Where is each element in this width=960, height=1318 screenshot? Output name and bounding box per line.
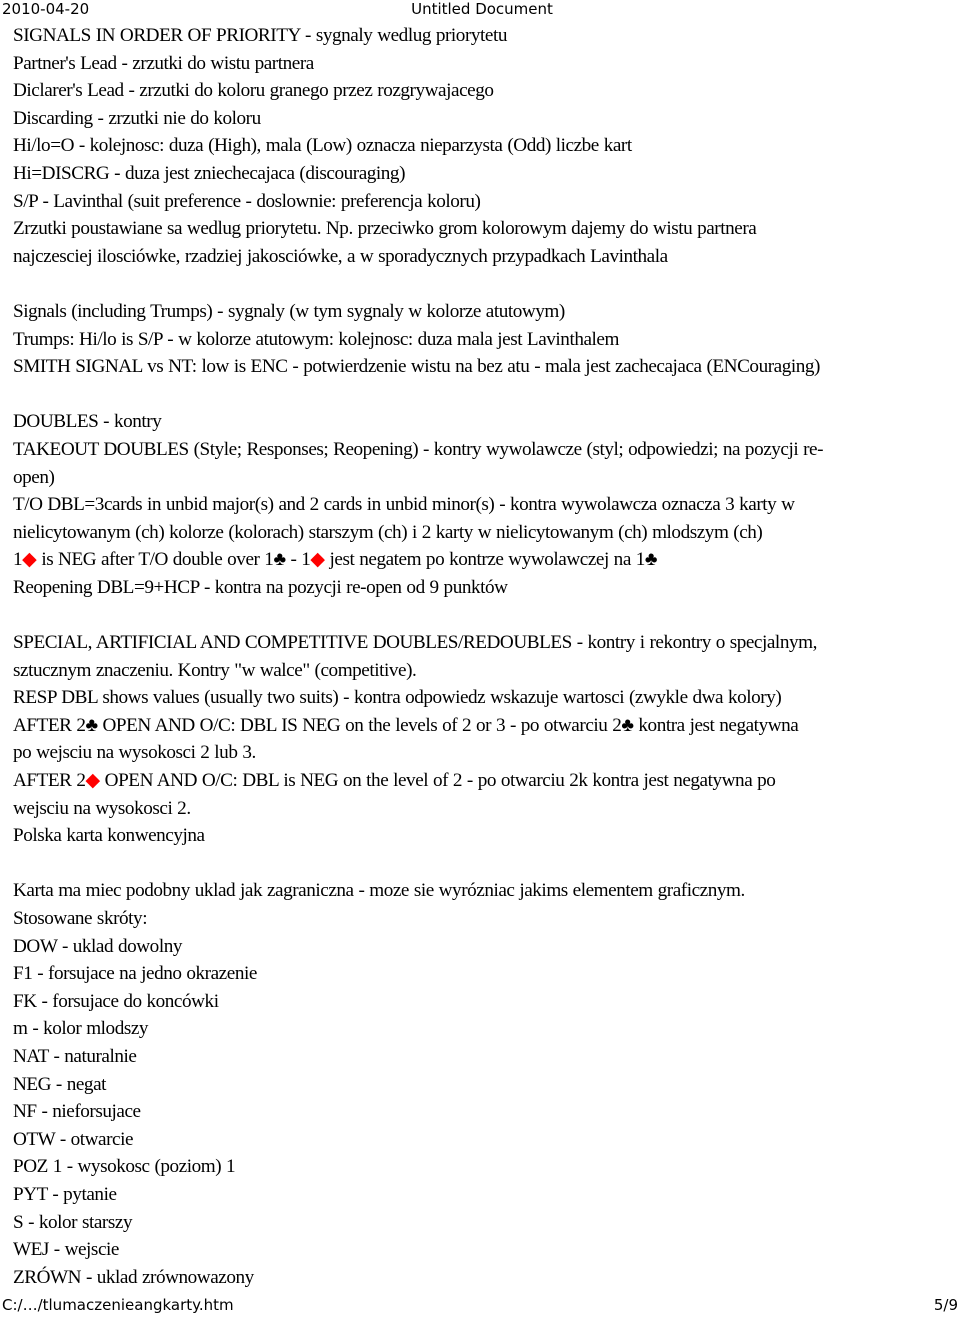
- abbreviation-item: WEJ - wejscie: [13, 1239, 119, 1261]
- text-line: open): [13, 466, 55, 488]
- abbreviation-item: DOW - uklad dowolny: [13, 935, 182, 957]
- abbreviation-item: NF - nieforsujace: [13, 1101, 141, 1123]
- abbreviation-item: S - kolor starszy: [13, 1211, 133, 1233]
- text-line: Trumps: Hi/lo is S/P - w kolorze atutowym: kolejnosc: duza mala jest Lavinthalem: [13, 328, 619, 350]
- text-line: najczesciej ilosciówke, rzadziej jakosciówke, a w sporadycznych przypadkach Lavinthala: [13, 245, 668, 267]
- abbreviation-item: F1 - forsujace na jedno okrazenie: [13, 963, 257, 985]
- abbreviation-item: NAT - naturalnie: [13, 1045, 137, 1067]
- text-line: Karta ma miec podobny uklad jak zagraniczna - moze sie wyrózniac jakims elementem graficznym.: [13, 880, 745, 902]
- text-fragment: - 1: [285, 549, 311, 571]
- text-line: T/O DBL=3cards in unbid major(s) and 2 cards in unbid minor(s) - kontra wywolawcza oznacza 3 karty w: [13, 494, 795, 516]
- text-line: Diclarer's Lead - zrzutki do koloru granego przez rozgrywajacego: [13, 80, 494, 102]
- abbreviation-item: PYT - pytanie: [13, 1183, 117, 1205]
- text-line: sztucznym znaczeniu. Kontry "w walce" (competitive).: [13, 659, 417, 681]
- club-suit-icon: ♣: [273, 549, 286, 571]
- file-path: C:/…/tlumaczenieangkarty.htm: [2, 1296, 234, 1314]
- section-heading-doubles: DOUBLES - kontry: [13, 411, 162, 433]
- club-suit-icon: ♣: [644, 549, 658, 571]
- text-fragment: jest negatem po kontrze wywolawczej na 1: [324, 549, 645, 571]
- text-fragment: 1: [13, 549, 23, 571]
- text-line: Hi/lo=O - kolejnosc: duza (High), mala (Low) oznacza nieparzysta (Odd) liczbe kart: [13, 135, 632, 157]
- text-line-with-suits: [13, 546, 948, 574]
- text-line: Signals (including Trumps) - sygnaly (w tym sygnaly w kolorze atutowym): [13, 300, 565, 322]
- text-line: wejsciu na wysokosci 2.: [13, 797, 191, 819]
- print-footer: [0, 1296, 960, 1316]
- text-line: RESP DBL shows values (usually two suits) - kontra odpowiedz wskazuje wartosci (zwykle dwa kolory): [13, 687, 782, 709]
- text-line: S/P - Lavinthal (suit preference - doslownie: preferencja koloru): [13, 190, 481, 212]
- document-body: [13, 22, 948, 1291]
- blank-line: [13, 601, 948, 629]
- text-line: Reopening DBL=9+HCP - kontra na pozycji re-open od 9 punktów: [13, 576, 508, 598]
- section-heading-signals: SIGNALS IN ORDER OF PRIORITY - sygnaly wedlug priorytetu: [13, 25, 507, 46]
- print-date: 2010-04-20: [2, 0, 90, 18]
- text-line: Stosowane skróty:: [13, 908, 148, 929]
- blank-line: [13, 270, 948, 298]
- text-line: TAKEOUT DOUBLES (Style; Responses; Reopening) - kontry wywolawcze (styl; odpowiedzi; na pozycji re-: [13, 438, 824, 460]
- page-number: 5/9: [933, 1296, 958, 1314]
- text-line: Partner's Lead - zrzutki do wistu partnera: [13, 52, 314, 74]
- blank-line: [13, 850, 948, 878]
- text-line: Hi=DISCRG - duza jest zniechecajaca (discouraging): [13, 162, 406, 184]
- abbreviation-item: FK - forsujace do koncówki: [13, 990, 219, 1012]
- section-heading-special-doubles: SPECIAL, ARTIFICIAL AND COMPETITIVE DOUBLES/REDOUBLES - kontry i rekontry o specjalnym,: [13, 632, 817, 654]
- abbreviation-item: OTW - otwarcie: [13, 1128, 134, 1150]
- text-line-with-suits: [13, 767, 948, 795]
- text-line: po wejsciu na wysokosci 2 lub 3.: [13, 742, 256, 764]
- text-fragment: OPEN AND O/C: DBL IS NEG on the levels of 2 or 3 - po otwarciu 2: [97, 714, 622, 736]
- document-title: Untitled Document: [411, 0, 553, 18]
- text-line-with-suits: [13, 712, 948, 740]
- print-header: [0, 0, 960, 20]
- text-line: SMITH SIGNAL vs NT: low is ENC - potwierdzenie wistu na bez atu - mala jest zachecajaca (ENCouraging): [13, 356, 820, 378]
- text-fragment: OPEN AND O/C: DBL is NEG on the level of 2 - po otwarciu 2k kontra jest negatywna po: [99, 770, 776, 792]
- diamond-suit-icon: ◆: [85, 770, 100, 792]
- text-line: Discarding - zrzutki nie do koloru: [13, 107, 261, 129]
- text-line: nielicytowanym (ch) kolorze (kolorach) starszym (ch) i 2 karty w nielicytowanym (ch) mlodszym (ch): [13, 521, 763, 543]
- abbreviation-item: POZ 1 - wysokosc (poziom) 1: [13, 1156, 236, 1178]
- section-heading-polish-card: Polska karta konwencyjna: [13, 825, 205, 847]
- text-fragment: AFTER 2: [13, 770, 86, 792]
- club-suit-icon: ♣: [621, 714, 634, 736]
- abbreviation-item: ZRÓWN - uklad zrównowazony: [13, 1266, 254, 1288]
- blank-line: [13, 381, 948, 409]
- diamond-suit-icon: ◆: [22, 549, 37, 571]
- diamond-suit-icon: ◆: [310, 549, 325, 571]
- text-line: Zrzutki poustawiane sa wedlug priorytetu. Np. przeciwko grom kolorowym dajemy do wistu partnera: [13, 218, 757, 240]
- text-fragment: kontra jest negatywna: [633, 714, 799, 736]
- club-suit-icon: ♣: [85, 714, 98, 736]
- text-fragment: is NEG after T/O double over 1: [36, 549, 274, 571]
- text-fragment: AFTER 2: [13, 714, 86, 736]
- abbreviation-item: m - kolor mlodszy: [13, 1018, 149, 1040]
- abbreviation-item: NEG - negat: [13, 1073, 107, 1095]
